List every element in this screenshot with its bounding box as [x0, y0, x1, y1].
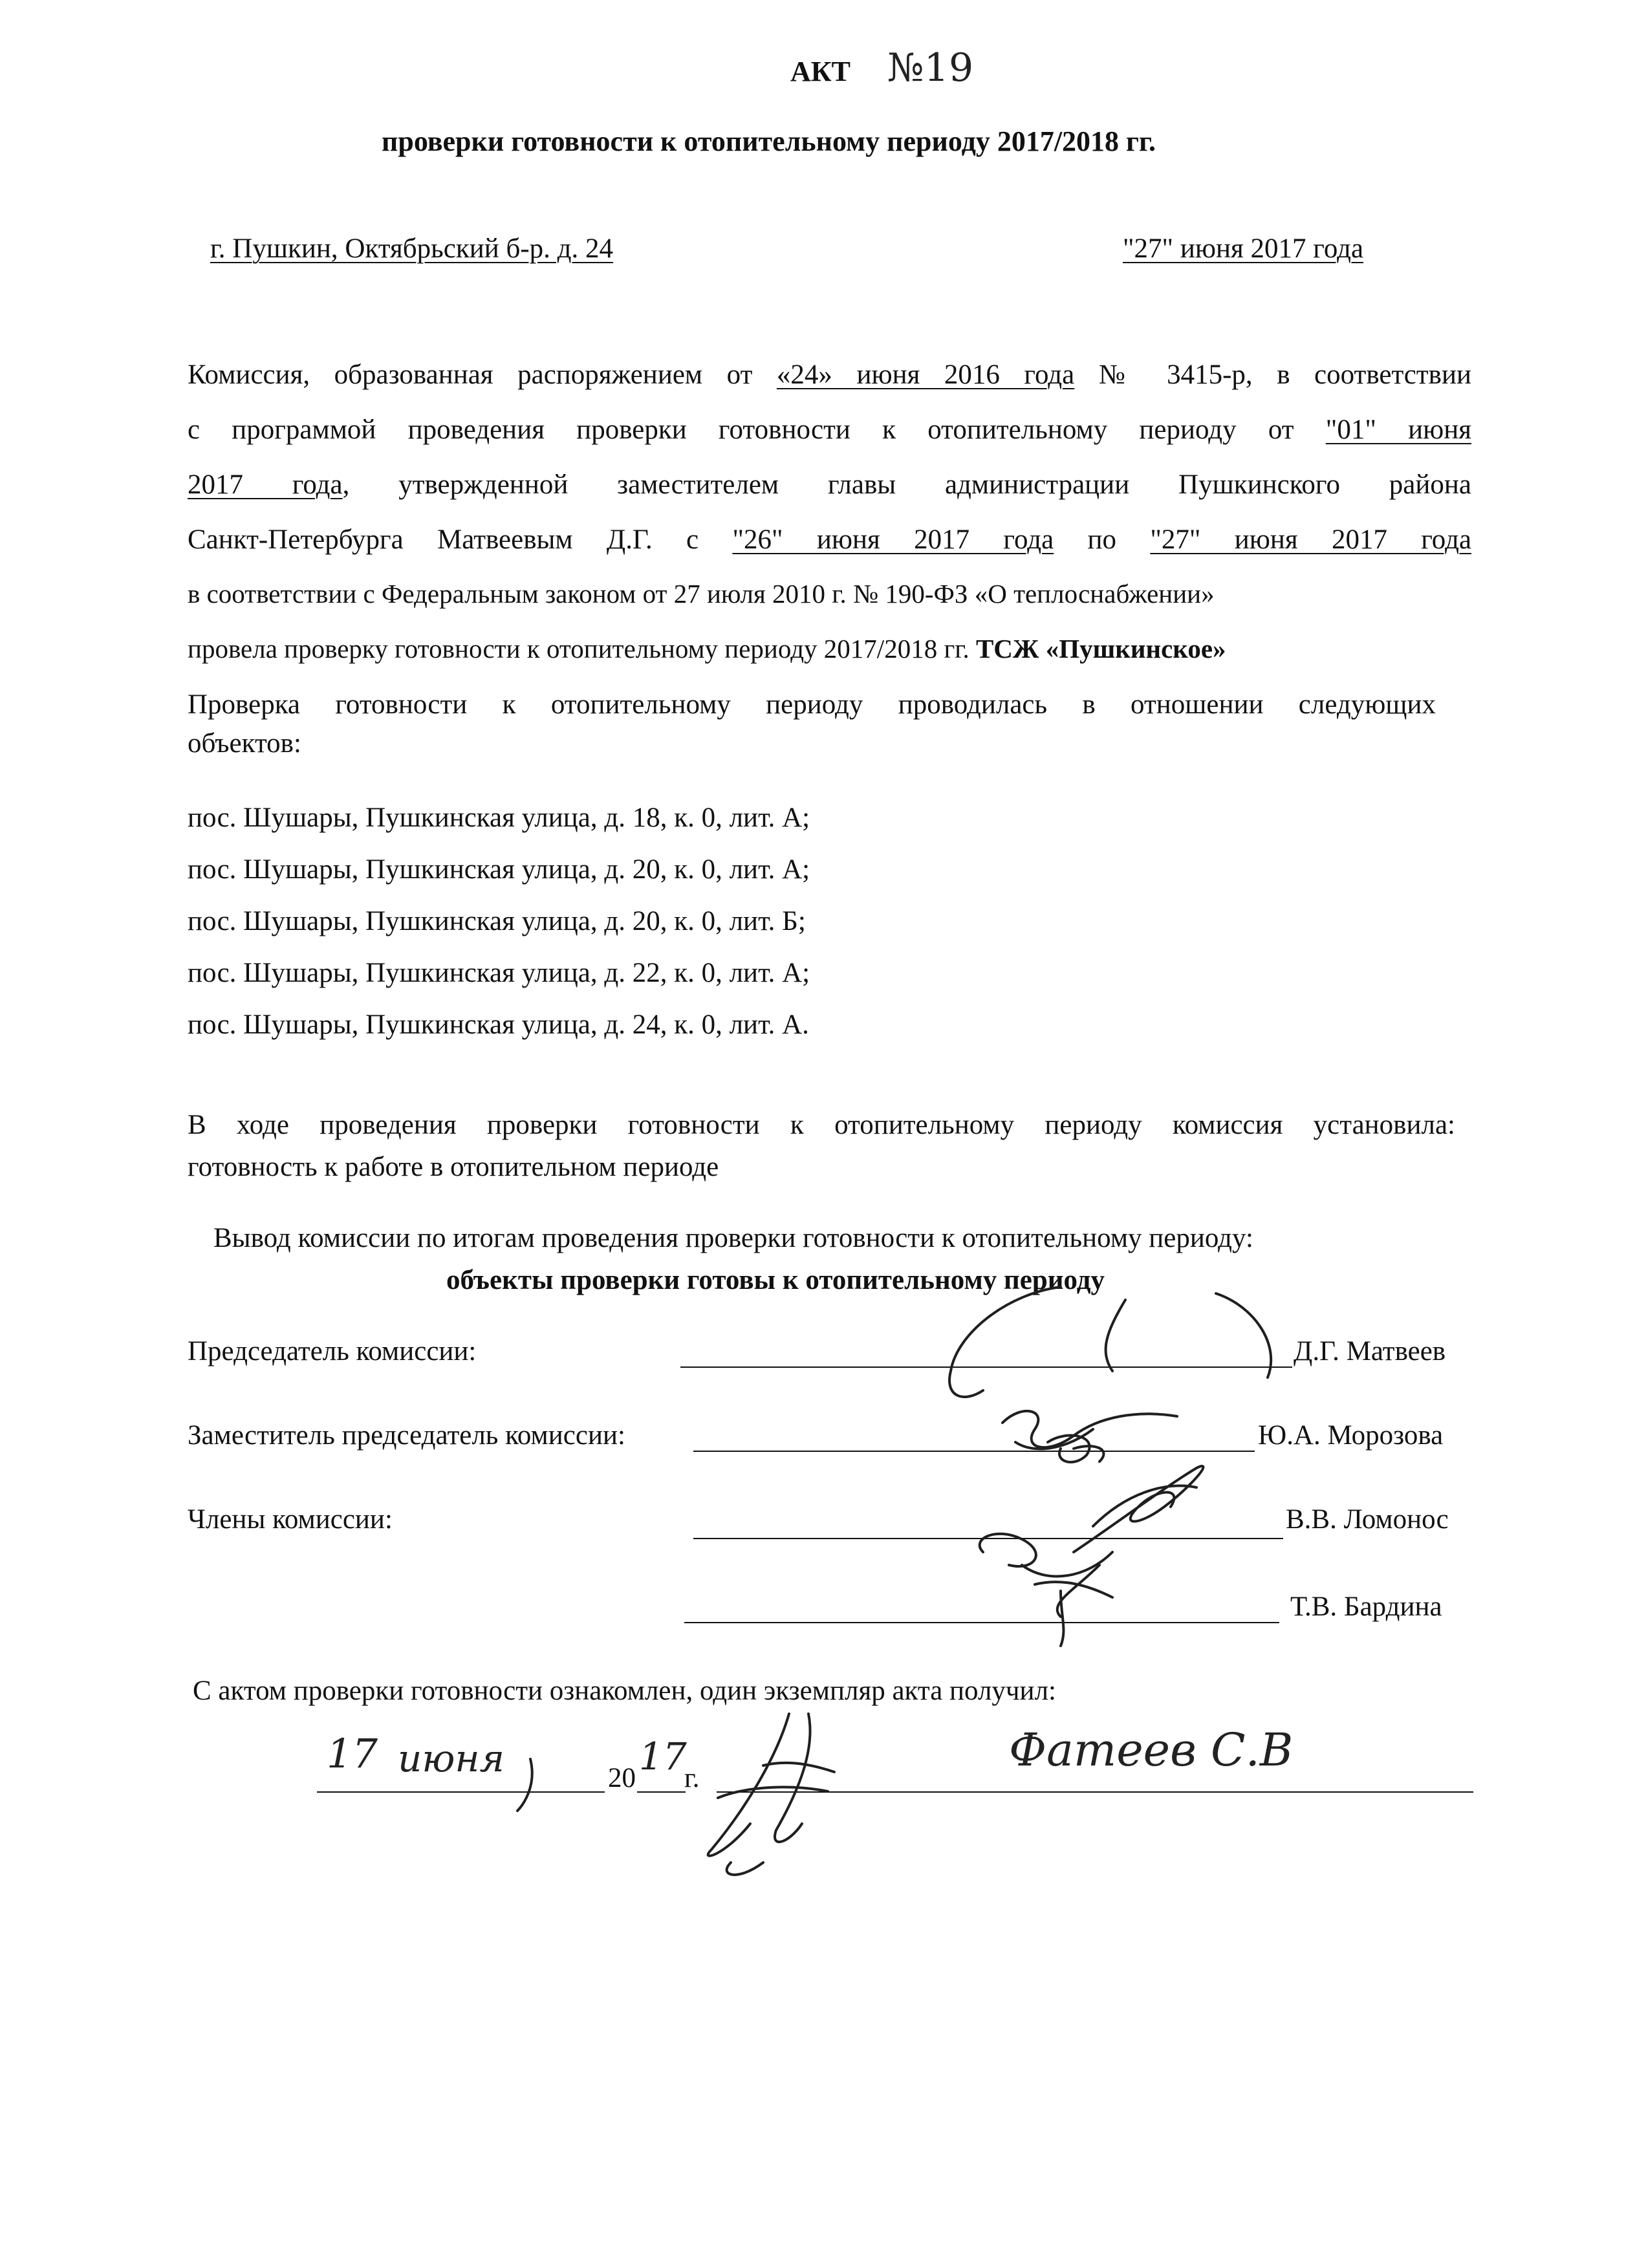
ack-date-line [317, 1791, 605, 1793]
end-date: "27" июня 2017 года [1150, 524, 1472, 555]
document-subtitle: проверки готовности к отопительному периоду 2017/2018 гг. [382, 125, 1156, 157]
body-text: , утвержденной заместителем главы администрации Пушкинского района [342, 470, 1471, 500]
body-line-3 [188, 469, 1471, 501]
handwritten-act-number: №19 [887, 45, 974, 91]
body-line-2 [188, 414, 1471, 446]
findings-line-2: готовность к работе в отопительном периоде [188, 1152, 719, 1182]
member2-name: Т.В. Бардина [1290, 1592, 1442, 1622]
ack-month: июня [398, 1736, 505, 1780]
ack-name: Фатеев С.В [1009, 1723, 1294, 1777]
ack-year-prefix: 20 [608, 1763, 636, 1793]
chair-signature-line [680, 1366, 1292, 1368]
program-year: 2017 года [188, 470, 343, 500]
members-label: Члены комиссии: [188, 1504, 393, 1535]
start-date: "26" июня 2017 года [732, 524, 1054, 555]
body-text: по [1087, 524, 1116, 555]
deputy-signature-line [693, 1451, 1255, 1452]
body-line-8: объектов: [188, 728, 301, 759]
member1-name: В.В. Ломонос [1286, 1504, 1449, 1535]
conclusion-line-1: Вывод комиссии по итогам проведения проверки готовности к отопительному периоду: [213, 1223, 1253, 1253]
ack-year-line [637, 1791, 686, 1793]
ack-text: С актом проверки готовности ознакомлен, один экземпляр акта получил: [193, 1676, 1056, 1706]
body-text: провела проверку готовности к отопительному периоду 2017/2018 гг. [188, 634, 969, 664]
document-title: АКТ [790, 56, 851, 87]
ack-year-suffix: 17 [639, 1734, 687, 1778]
chair-label: Председатель комиссии: [188, 1336, 477, 1366]
member1-signature-line [693, 1538, 1283, 1539]
object-item: пос. Шушары, Пушкинская улица, д. 18, к. 0, лит. А; [188, 803, 810, 833]
ack-day: 17 [327, 1730, 378, 1777]
organization-name: ТСЖ «Пушкинское» [975, 634, 1226, 664]
body-line-5: в соответствии с Федеральным законом от 27 июля 2010 г. № 190-ФЗ «О теплоснабжении» [188, 579, 1215, 609]
place: г. Пушкин, Октябрьский б-р. д. 24 [210, 233, 614, 264]
deputy-name: Ю.А. Морозова [1258, 1420, 1444, 1451]
body-line-6 [188, 634, 1226, 664]
object-item: пос. Шушары, Пушкинская улица, д. 20, к. 0, лит. Б; [188, 906, 806, 936]
body-text: с программой проведения проверки готовности к отопительному периоду от [188, 415, 1294, 445]
chair-name: Д.Г. Матвеев [1294, 1336, 1446, 1366]
object-item: пос. Шушары, Пушкинская улица, д. 22, к. 0, лит. А; [188, 958, 810, 988]
conclusion-line-2: объекты проверки готовы к отопительному периоду [446, 1265, 1105, 1295]
object-item: пос. Шушары, Пушкинская улица, д. 20, к. 0, лит. А; [188, 854, 810, 885]
body-text: Комиссия, образованная распоряжением от [188, 360, 753, 390]
order-date: «24» июня 2016 года [776, 360, 1075, 390]
body-line-4 [188, 524, 1471, 556]
findings-line-1: В ходе проведения проверки готовности к отопительному периоду комиссия установила: [188, 1110, 1455, 1140]
body-line-1 [188, 359, 1471, 391]
deputy-label: Заместитель председатель комиссии: [188, 1420, 625, 1451]
member2-signature-line [684, 1622, 1279, 1623]
program-date: "01" июня [1325, 415, 1472, 445]
body-text: № 3415-р, в соответствии [1098, 360, 1472, 390]
act-date: "27" июня 2017 года [1123, 233, 1364, 264]
ack-g: г. [684, 1763, 700, 1793]
body-line-7: Проверка готовности к отопительному периоду проводилась в отношении следующих [188, 689, 1436, 720]
object-item: пос. Шушары, Пушкинская улица, д. 24, к. 0, лит. А. [188, 1010, 809, 1040]
ack-signature-line [717, 1791, 1473, 1793]
body-text: Санкт-Петербурга Матвеевым Д.Г. с [188, 524, 699, 555]
